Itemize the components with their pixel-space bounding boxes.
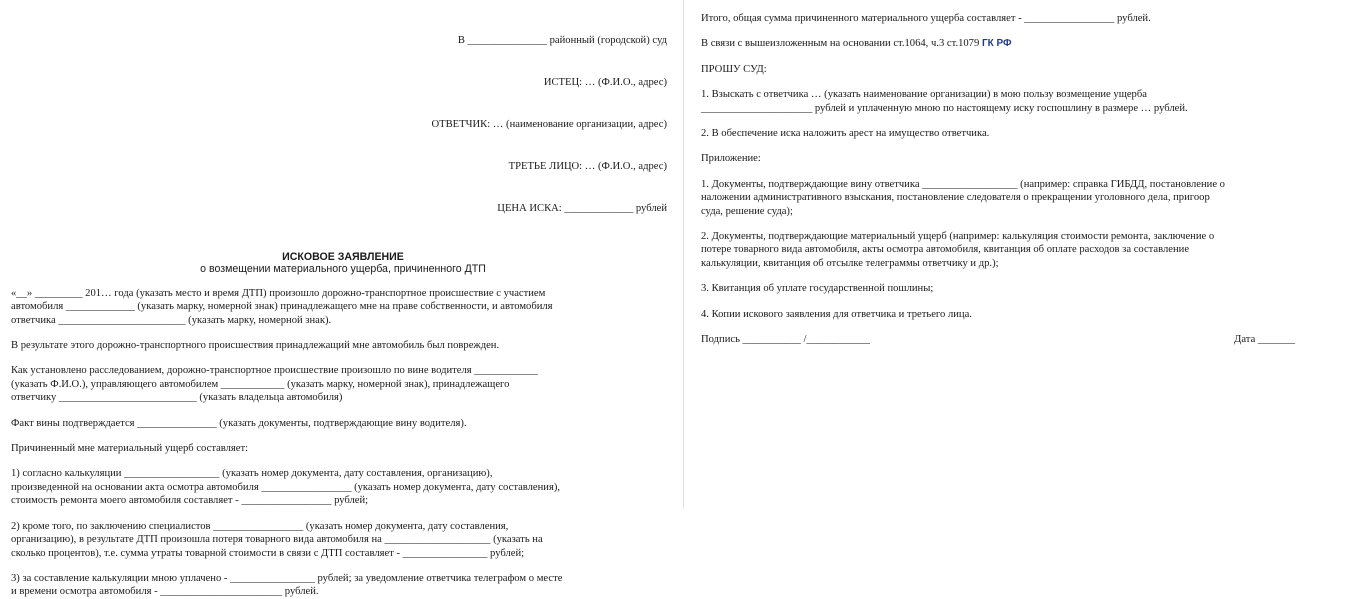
request-heading: ПРОШУ СУД: [701, 63, 767, 75]
text-line: «__» _________ 201… года (указать место и время ДТП) произошло дорожно-транспортное происшествие с участием [11, 287, 546, 299]
text-line: Как установлено расследованием, дорожно-транспортное происшествие произошло по вине водителя ____________ [11, 365, 538, 377]
paragraph-damage: В результате этого дорожно-транспортного происшествия принадлежащий мне автомобиль был поврежден. [11, 340, 500, 352]
left-column [0, 0, 683, 598]
text-line: 2) кроме того, по заключению специалистов _________________ (указать номер документа, дату составления, [11, 520, 509, 532]
text-line: наложении административного взыскания, постановление следователя о прекращении уголовного дела, пригоор [701, 192, 1210, 204]
text-line: сколько процентов), т.е. сумма утраты товарной стоимости в связи с ДТП составляет - ________________ рублей; [11, 547, 525, 559]
text-line: автомобиля _____________ (указать марку, номерной знак) принадлежащего мне на праве собственности, и автомобиля [11, 301, 553, 313]
text-line: организацию), в результате ДТП произошла потеря товарного вида автомобиля на ____________________ (указать на [11, 534, 543, 546]
date-field: Дата _______ [1234, 334, 1295, 346]
text-line: стоимость ремонта моего автомобиля составляет - _________________ рублей; [11, 495, 369, 507]
document-header [11, 6, 667, 243]
paragraph-investigation [11, 364, 675, 404]
text-line: ответчика ________________________ (указать марку, номерной знак). [11, 314, 332, 326]
civil-code-link[interactable]: ГК РФ [981, 38, 1012, 50]
document-title: ИСКОВОЕ ЗАЯВЛЕНИЕ [282, 250, 404, 263]
request-item-2: 2. В обеспечение иска наложить арест на имущество ответчика. [701, 128, 990, 140]
defendant-line: ОТВЕТЧИК: … (наименование организации, адрес) [431, 118, 667, 130]
text-line: ответчику __________________________ (указать владельца автомобиля) [11, 392, 343, 404]
loss-item-2 [11, 520, 675, 560]
legal-basis-line [701, 37, 1331, 50]
paragraph-loss: Причиненный мне материальный ущерб составляет: [11, 443, 249, 455]
paragraph-fault: Факт вины подтверждается _______________ (указать документы, подтверждающие вину водителя). [11, 417, 467, 429]
document-subtitle: о возмещении материального ущерба, причиненного ДТП [200, 262, 486, 275]
claim-price-line: ЦЕНА ИСКА: _____________ рублей [497, 202, 667, 214]
text-line: 1) согласно калькуляции __________________ (указать номер документа, дату составления, организацию), [11, 468, 493, 480]
text-line: 2. Документы, подтверждающие материальный ущерб (например: калькуляция стоимости ремонта, заключение о [701, 231, 1215, 243]
text-line: (указать Ф.И.О.), управляющего автомобилем ____________ (указать марку, номерной знак), принадлежащего [11, 378, 510, 390]
legal-basis-text: В связи с вышеизложенным на основании ст.1064, ч.3 ст.1079 [701, 38, 980, 50]
text-line: 1. Взыскать с ответчика … (указать наименование организации) в мою пользу возмещение ущерба [701, 89, 1147, 101]
attachment-item-1 [701, 178, 1331, 218]
text-line: и времени осмотра автомобиля - _______________________ рублей. [11, 586, 319, 598]
text-line: произведенной на основании акта осмотра автомобиля _________________ (указать номер документа, дату составления), [11, 481, 561, 493]
attachments-heading: Приложение: [701, 153, 761, 165]
paragraph-accident [11, 287, 675, 327]
text-line: потере товарного вида автомобиля, акты осмотра автомобиля, квитанция об оплате расходов за составление [701, 244, 1190, 256]
request-item-1 [701, 88, 1331, 115]
plaintiff-line: ИСТЕЦ: … (Ф.И.О., адрес) [543, 76, 667, 88]
text-line: 3) за составление калькуляции мною уплачено - ________________ рублей; за уведомление ответчика телеграфом о месте [11, 572, 563, 584]
text-line: _____________________ рублей и уплаченную мною по настоящему иску госпошлину в размере … рублей. [701, 102, 1188, 114]
attachment-item-2 [701, 230, 1331, 270]
right-column [684, 0, 1365, 509]
signature-field: Подпись ___________ /____________ [701, 334, 870, 346]
court-line: В _______________ районный (городской) суд [457, 34, 667, 46]
attachment-item-3: 3. Квитанция об уплате государственной пошлины; [701, 283, 934, 295]
text-line: калькуляции, квитанция об отсылке телеграммы ответчику и др.); [701, 257, 999, 269]
total-line: Итого, общая сумма причиненного материального ущерба составляет - _________________ рублей. [701, 13, 1151, 24]
signature-row [701, 333, 1295, 346]
text-line: суда, решение суда); [701, 205, 793, 217]
text-line: 1. Документы, подтверждающие вину ответчика __________________ (например: справка ГИБДД, постановление о [701, 178, 1225, 190]
loss-item-3 [11, 572, 675, 599]
attachment-item-4: 4. Копии искового заявления для ответчика и третьего лица. [701, 308, 972, 320]
loss-item-1 [11, 467, 675, 507]
third-party-line: ТРЕТЬЕ ЛИЦО: … (Ф.И.О., адрес) [508, 160, 667, 172]
